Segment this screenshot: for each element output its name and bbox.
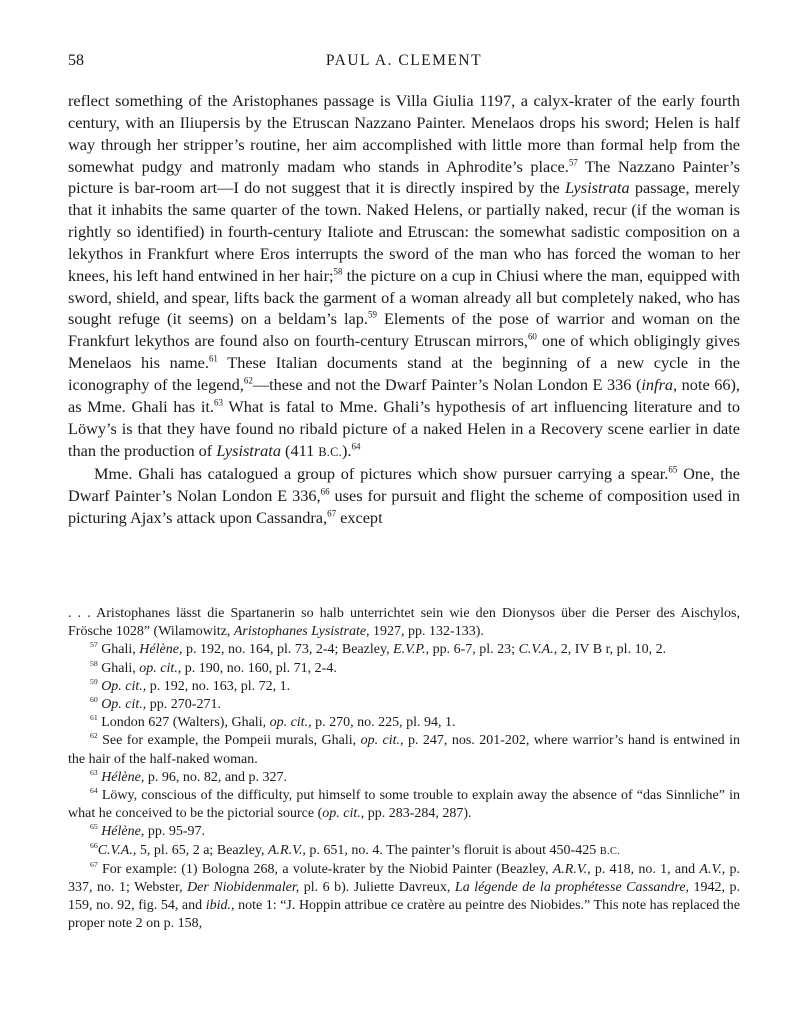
footnote-ref[interactable]: 61 — [208, 353, 218, 364]
footnote-continuation: . . . Aristophanes lässt die Spartanerin so halb unterrichtet sein wie den Dionysos über die Perser des Aischylos, Frösche 1028” (Wilamowitz, Aristophanes Lysistrate, 1927, pp. 132-133). — [68, 606, 740, 640]
footnote-67: $^{67}$ For example: (1) Bologna 268, a volute-krater by the Niobid Painter (Beazley, A.R.V., p. 418, no. 1, and A.V., p. 337, no. 1; Webster, Der Niobidenmaler, pl. 6 b). Juliette Davreux, La légende de la prophétesse Cassandre, 1942, p. 159, no. 92, fig. 54, and ibid., note 1: “J. Hoppin attribue ce cratère au peintre des Niobides.” This note has replaced the proper note 2 on p. 158, — [68, 860, 741, 932]
footnote-63: $^{63}$ Hélène, p. 96, no. 82, and p. 327. — [90, 768, 288, 785]
footnote-61: $^{61}$ London 627 (Walters), Ghali, op. cit., p. 270, no. 225, pl. 94, 1. — [90, 713, 456, 731]
footnote-ref[interactable]: 64 — [351, 440, 361, 451]
body-paragraph: Mme. Ghali has catalogued a group of pictures which show pursuer carrying a spear.$^{65}$ One, the Dwarf Painter’s Nolan London E 336,66 uses for pursuit and flight the scheme of composition used in picturing Ajax’s attack upon Cassandra,$^{67}$ except — [68, 464, 740, 528]
footnote-ref[interactable]: 66 — [320, 486, 330, 497]
footnote-66: $^{66}$C.V.A., 5, pl. 65, 2 a; Beazley, A.R.V., p. 651, no. 4. The painter’s floruit is about 450-425 B.C. — [90, 840, 621, 858]
footnote-60: $^{60}$ Op. cit., pp. 270-271. — [90, 695, 221, 713]
footnotes — [68, 605, 740, 934]
footnote-ref[interactable]: 65 — [668, 464, 678, 475]
footnote-ref[interactable]: 63 — [213, 397, 223, 408]
footnote-59: $^{59}$ Op. cit., p. 192, no. 163, pl. 72, 1. — [90, 677, 291, 694]
footnote-62: $^{62}$ See for example, the Pompeii murals, Ghali, op. cit., p. 247, nos. 201-202, where warrior’s hand is entwined in the hair of the half-naked woman. — [68, 731, 740, 767]
footnote-ref[interactable]: 62 — [243, 375, 253, 386]
page-header — [68, 52, 740, 76]
running-head: PAUL A. CLEMENT — [325, 52, 483, 69]
footnote-57: $^{57}$ Ghali, Hélène, p. 192, no. 164, pl. 73, 2-4; Beazley, E.V.P., pp. 6-7, pl. 23; C.V.A., 2, IV B r, pl. 10, 2. — [90, 640, 667, 658]
footnote-ref[interactable]: 60 — [527, 331, 537, 342]
footnote-ref[interactable]: 58 — [333, 266, 343, 277]
main-text — [68, 90, 740, 529]
body-paragraph: reflect something of the Aristophanes passage is Villa Giulia 1197, a calyx-krater of the early fourth century, with an Iliupersis by the Etruscan Nazzano Painter. Menelaos drops his sword; Helen is half way through her stripper’s routine, her aim accomplished with little more than formal help from the somewhat pudgy and matronly madam who stands in Aphrodite’s place.$^{57}$ The Nazzano Painter’s picture is bar-room art—I do not suggest that it is directly inspired by the Lysistrata passage, merely that it inhabits the same quarter of the town. Naked Helens, or partially naked, recur (if the woman is rightly so identified) in fourth-century Italiote and Etruscan: the somewhat sadistic composition on a lekythos in Frankfurt where Eros interrupts the sword of the man who has forced the woman to her knees, his left hand entwined in her hair;$^{58}$ the picture on a cup in Chiusi where the man, equipped with sword, shield, and spear, lifts back the garment of a woman already all but completely naked, who has sought refuge (it seems) on a beldam’s lap.$^{59}$ Elements of the pose of warrior and woman on the Frankfurt lekythos are found also on fourth-century Etruscan mirrors,$^{60}$ one of which obligingly gives Menelaos his name.$^{61}$ These Italian documents stand at the beginning of a new cycle in the iconography of the legend,$^{62}$—these and not the Dwarf Painter’s Nolan London E 336 (infra, note 66), as Mme. Ghali has it.$^{63}$ What is fatal to Mme. Ghali’s hypothesis of art influencing literature and to Löwy’s is that they have found no ribald picture of a naked Helen in a Recovery scene earlier in date than the production of Lysistrata (411 B.C.).$^{64}$ — [68, 91, 741, 460]
footnote-ref[interactable]: 59 — [368, 309, 377, 320]
footnote-58: $^{58}$ Ghali, op. cit., p. 190, no. 160, pl. 71, 2-4. — [90, 658, 337, 676]
footnote-65: $^{65}$ Hélène, pp. 95-97. — [90, 822, 206, 840]
footnote-64: $^{64}$ Löwy, conscious of the difficulty, put himself to some trouble to explain away the absence of “das Sinnliche” in what he conceived to be the pictorial source (op. cit., pp. 283-284, 287). — [68, 786, 740, 822]
footnote-ref[interactable]: 57 — [568, 156, 578, 167]
page-number: 58 — [68, 52, 84, 69]
footnote-ref[interactable]: 67 — [327, 508, 337, 519]
